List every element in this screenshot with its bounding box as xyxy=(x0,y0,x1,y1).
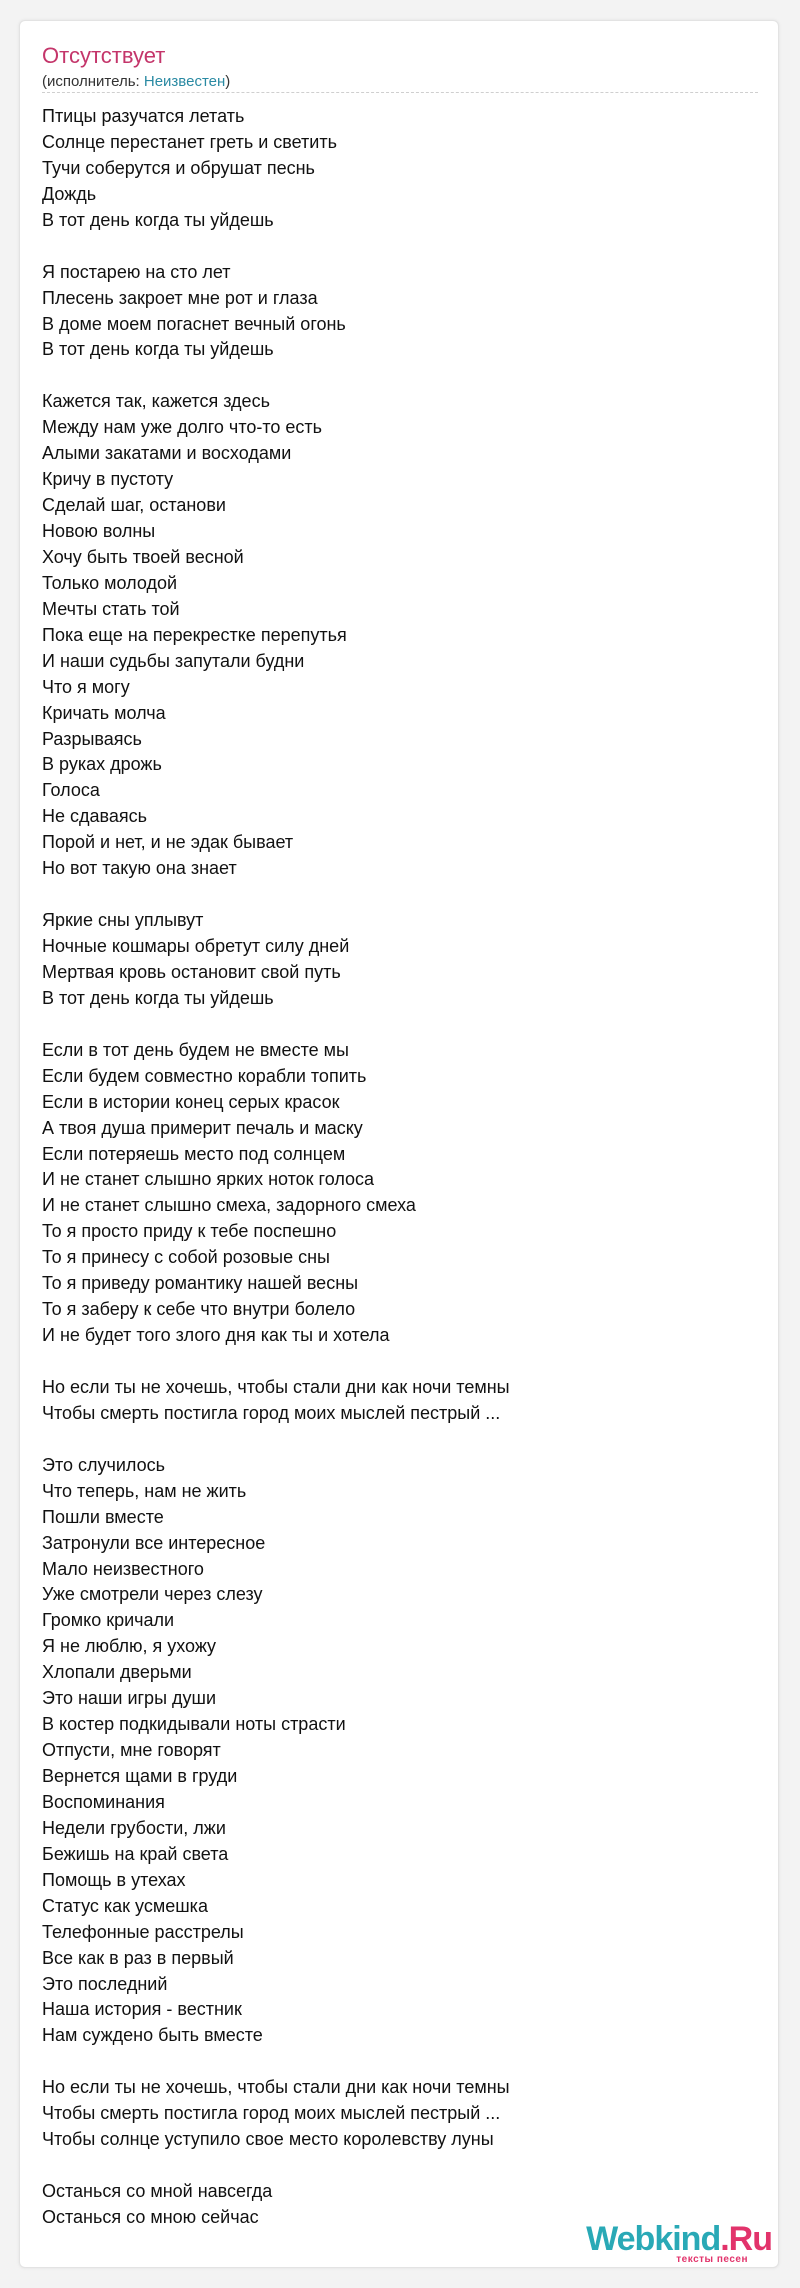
lyric-line: Что теперь, нам не жить xyxy=(42,1480,247,1501)
lyric-line: Алыми закатами и восходами xyxy=(42,443,292,464)
lyric-line: Чтобы смерть постигла город моих мыслей пестрый ... xyxy=(42,2103,501,2124)
lyric-line: Плесень закроет мне рот и глаза xyxy=(42,287,318,308)
lyric-line: Статус как усмешка xyxy=(42,1895,208,1916)
title-divider xyxy=(42,92,758,93)
song-title: Отсутствует xyxy=(42,43,166,68)
lyric-line: И не станет слышно смеха, задорного смеха xyxy=(42,1195,416,1216)
lyric-line: Солнце перестанет греть и светить xyxy=(42,131,337,152)
lyric-line: Что я могу xyxy=(42,676,130,697)
lyric-line: Это последний xyxy=(42,1973,168,1994)
lyric-line: Недели грубости, лжи xyxy=(42,1817,226,1838)
stanza-gap xyxy=(42,1349,742,1375)
lyric-line: Мертвая кровь остановит свой путь xyxy=(42,961,341,982)
stanza-gap xyxy=(42,363,742,389)
lyric-line: Кажется так, кажется здесь xyxy=(42,391,270,412)
lyric-line: То я принесу с собой розовые сны xyxy=(42,1247,330,1268)
lyric-line: Хлопали дверьми xyxy=(42,1662,192,1683)
lyric-line: Ночные кошмары обретут силу дней xyxy=(42,936,350,956)
lyric-line: Если в истории конец серых красок xyxy=(42,1091,340,1112)
lyric-line: Останься со мною сейчас xyxy=(42,2206,259,2227)
stanza-gap xyxy=(42,2049,742,2075)
lyric-line: Затронули все интересное xyxy=(42,1532,266,1553)
lyric-line: То я приведу романтику нашей весны xyxy=(42,1273,359,1294)
lyric-line: Птицы разучатся летать xyxy=(42,106,245,126)
lyric-line: Это случилось xyxy=(42,1454,166,1475)
lyrics-body xyxy=(42,104,742,2231)
stanza-gap xyxy=(42,882,742,908)
logo-tagline: тексты песен xyxy=(676,2254,748,2265)
stanza-gap xyxy=(42,234,742,260)
byline-suffix: ) xyxy=(225,73,231,90)
artist-link[interactable]: Неизвестен xyxy=(143,73,226,90)
lyric-line: Это наши игры души xyxy=(42,1688,217,1709)
lyric-line: Хочу быть твоей весной xyxy=(42,546,244,567)
lyric-line: В тот день когда ты уйдешь xyxy=(42,339,274,360)
lyric-line: Но если ты не хочешь, чтобы стали дни как ночи темны xyxy=(42,1376,510,1397)
lyric-line: Бежишь на край света xyxy=(42,1843,229,1864)
lyric-line: Телефонные расстрелы xyxy=(42,1921,244,1942)
site-logo[interactable] xyxy=(586,2220,772,2265)
lyric-line: Только молодой xyxy=(42,572,178,593)
lyric-line: Мало неизвестного xyxy=(42,1558,204,1579)
lyric-line: Останься со мной навсегда xyxy=(42,2181,273,2201)
lyric-line: В руках дрожь xyxy=(42,754,162,775)
lyric-line: Порой и нет, и не эдак бывает xyxy=(42,832,294,853)
lyric-line: Яркие сны уплывут xyxy=(42,910,204,931)
lyric-line: Если в тот день будем не вместе мы xyxy=(42,1039,349,1060)
lyric-line: Уже смотрели через слезу xyxy=(42,1584,263,1605)
lyric-line: Если потеряешь место под солнцем xyxy=(42,1143,346,1164)
lyric-line: Дождь xyxy=(42,183,97,204)
lyric-line: Разрываясь xyxy=(42,728,142,749)
lyric-line: Не сдаваясь xyxy=(42,806,148,827)
lyric-line: Нам суждено быть вместе xyxy=(42,2025,263,2046)
lyric-line: В доме моем погаснет вечный огонь xyxy=(42,313,346,334)
lyric-line: Пошли вместе xyxy=(42,1506,164,1527)
lyric-line: Помощь в утехах xyxy=(42,1869,186,1890)
lyric-line: Я постарею на сто лет xyxy=(42,261,231,282)
lyric-line: Тучи соберутся и обрушат песнь xyxy=(42,157,315,178)
lyric-line: Я не люблю, я ухожу xyxy=(42,1636,217,1657)
byline-prefix: (исполнитель: xyxy=(42,73,144,90)
artist-byline xyxy=(42,72,230,92)
lyric-line: Между нам уже долго что-то есть xyxy=(42,417,323,438)
lyric-line: Мечты стать той xyxy=(42,598,180,619)
lyric-line: Громко кричали xyxy=(42,1610,175,1631)
lyric-line: И наши судьбы запутали будни xyxy=(42,650,305,671)
lyric-line: Кричать молча xyxy=(42,702,166,723)
lyric-line: То я заберу к себе что внутри болело xyxy=(42,1299,356,1320)
lyric-line: Новою волны xyxy=(42,521,156,541)
logo-wordmark: Webkind.Ru xyxy=(586,2220,772,2258)
lyric-line: В тот день когда ты уйдешь xyxy=(42,209,274,230)
lyric-line: В тот день когда ты уйдешь xyxy=(42,987,274,1008)
lyric-line: А твоя душа примерит печаль и маску xyxy=(42,1117,363,1138)
lyric-line: Но если ты не хочешь, чтобы стали дни как ночи темны xyxy=(42,2077,510,2098)
lyric-line: Отпусти, мне говорят xyxy=(42,1740,221,1761)
lyric-line: Чтобы смерть постигла город моих мыслей пестрый ... xyxy=(42,1402,501,1423)
stanza-gap xyxy=(42,1012,742,1038)
lyric-line: И не станет слышно ярких ноток голоса xyxy=(42,1169,375,1190)
lyric-line: Чтобы солнце уступило свое место королевству луны xyxy=(42,2129,494,2150)
lyric-line: В костер подкидывали ноты страсти xyxy=(42,1714,346,1735)
lyric-line: Все как в раз в первый xyxy=(42,1947,234,1968)
lyric-line: Сделай шаг, останови xyxy=(42,495,226,516)
lyric-line: Воспоминания xyxy=(42,1791,165,1812)
stanza-gap xyxy=(42,2153,742,2179)
stanza-gap xyxy=(42,1427,742,1453)
lyric-line: Вернется щами в груди xyxy=(42,1766,238,1786)
lyric-line: Но вот такую она знает xyxy=(42,858,237,879)
lyric-line: То я просто приду к тебе поспешно xyxy=(42,1221,337,1242)
lyric-line: Наша история - вестник xyxy=(42,1999,242,2020)
lyric-line: Пока еще на перекрестке перепутья xyxy=(42,624,347,645)
lyric-line: Кричу в пустоту xyxy=(42,469,174,490)
lyric-line: Голоса xyxy=(42,780,100,801)
lyric-line: Если будем совместно корабли топить xyxy=(42,1065,367,1086)
lyric-line: И не будет того злого дня как ты и хотела xyxy=(42,1325,390,1346)
